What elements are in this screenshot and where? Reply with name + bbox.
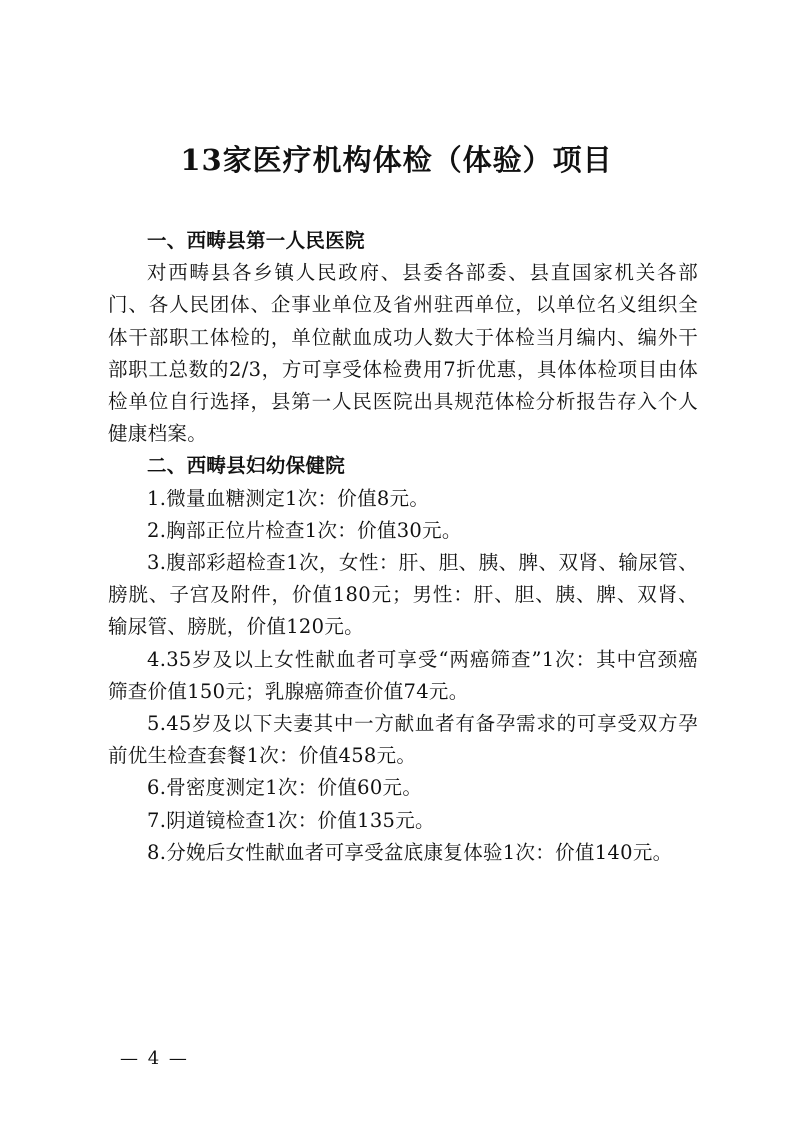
section-heading-1: 一、西畴县第一人民医院 xyxy=(147,229,365,252)
section-heading-2: 二、西畴县妇幼保健院 xyxy=(147,454,346,478)
list-item: 1.微量血糖测定1次：价值8元。 xyxy=(147,486,430,510)
list-item: 7.阴道镜检查1次：价值135元。 xyxy=(147,808,435,832)
list-item: 5.45岁及以下夫妻其中一方献血者有备孕需求的可享受双方孕前优生检查套餐1次：价值458元。 xyxy=(108,712,698,768)
document-title: 13家医疗机构体检（体验）项目 xyxy=(180,143,613,177)
page-number: — 4 — xyxy=(120,1048,189,1069)
list-item: 6.骨密度测定1次：价值60元。 xyxy=(147,776,423,800)
list-item: 2.胸部正位片检查1次：价值30元。 xyxy=(147,518,462,542)
section-1-paragraph: 对西畴县各乡镇人民政府、县委各部委、县直国家机关各部门、各人民团体、企事业单位及省州驻西单位，以单位名义组织全体干部职工体检的，单位献血成功人数大于体检当月编内、编外干部职工总数的2/3，方可享受体检费用7折优惠，具体体检项目由体检单位自行选择，县第一人民医院出具规范体检分析报告存入个人健康档案。 xyxy=(108,261,698,446)
list-item: 3.腹部彩超检查1次，女性：肝、胆、胰、脾、双肾、输尿管、膀胱、子宫及附件，价值180元；男性：肝、胆、胰、脾、双肾、输尿管、膀胱，价值120元。 xyxy=(108,551,698,639)
document-body xyxy=(108,225,698,869)
list-item: 8.分娩后女性献血者可享受盆底康复体验1次：价值140元。 xyxy=(147,840,673,864)
list-item: 4.35岁及以上女性献血者可享受“两癌筛查”1次：其中宫颈癌筛查价值150元；乳腺癌筛查价值74元。 xyxy=(108,647,698,703)
